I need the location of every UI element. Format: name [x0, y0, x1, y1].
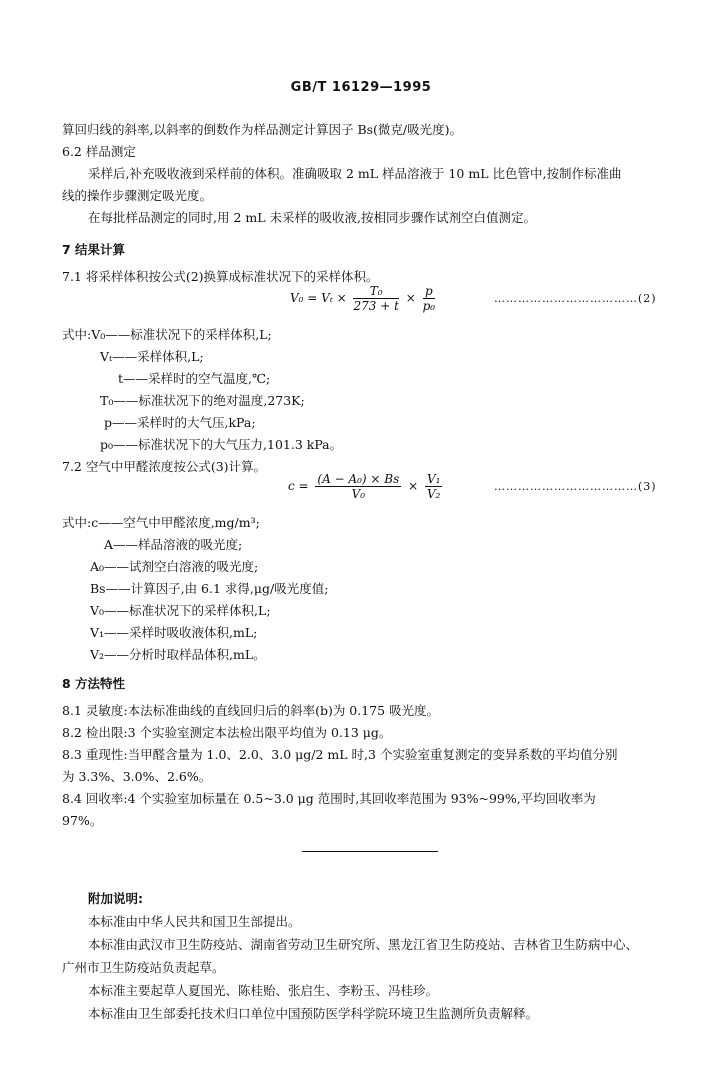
- equation-number-3: ………………………………(3): [494, 480, 657, 493]
- where-line: T₀——标准状况下的绝对温度,273K;: [100, 393, 305, 408]
- eq2-fraction-1: [353, 284, 398, 313]
- where-line: 式中:V₀——标准状况下的采样体积,L;: [62, 327, 272, 342]
- eq3-f1-numerator: (A − A₀) × Bs: [317, 472, 400, 486]
- eq3-fraction-1: [315, 472, 401, 501]
- eq2-lhs: V₀ = Vₜ ×: [290, 291, 347, 305]
- clause-8-4: 8.4 回收率:4 个实验室加标量在 0.5~3.0 μg 范围时,其回收率范围为 93%~99%,平均回收率为: [62, 791, 596, 806]
- where-line: p——采样时的大气压,kPa;: [104, 415, 256, 430]
- eq2-f1-denominator: 273 + t: [353, 299, 399, 313]
- appendix-line: 广州市卫生防疫站负责起草。: [62, 960, 225, 975]
- where-line: V₂——分析时取样品体积,mL。: [90, 647, 266, 662]
- eq3-times: ×: [408, 479, 419, 493]
- eq3-f2-denominator: V₂: [427, 487, 441, 501]
- section-heading-8: 8 方法特性: [62, 676, 126, 691]
- where-line: V₁——采样时吸收液体积,mL;: [90, 625, 258, 640]
- equation-3: [288, 472, 445, 501]
- paragraph: 线的操作步骤测定吸光度。: [62, 188, 213, 203]
- eq3-f2-numerator: V₁: [427, 472, 441, 486]
- where-line: Vₜ——采样体积,L;: [100, 349, 204, 364]
- clause-8-1: 8.1 灵敏度:本法标准曲线的直线回归后的斜率(b)为 0.175 吸光度。: [62, 703, 440, 718]
- clause-8-3-cont: 为 3.3%、3.0%、2.6%。: [62, 769, 212, 784]
- eq2-f2-denominator: p₀: [422, 299, 436, 313]
- where-line: A₀——试剂空白溶液的吸光度;: [90, 559, 259, 574]
- eq2-f1-numerator: T₀: [353, 284, 398, 299]
- paragraph: 采样后,补充吸收液到采样前的体积。准确吸取 2 mL 样品溶液于 10 mL 比色管中,按制作标准曲: [88, 166, 622, 181]
- where-line: V₀——标准状况下的采样体积,L;: [90, 603, 271, 618]
- appendix-title: 附加说明:: [88, 891, 143, 906]
- appendix-line: 本标准由卫生部委托技术归口单位中国预防医学科学院环境卫生监测所负责解释。: [88, 1006, 539, 1021]
- clause-7-2: 7.2 空气中甲醛浓度按公式(3)计算。: [62, 459, 267, 474]
- page-header: GB/T 16129—1995: [290, 80, 432, 95]
- eq2-fraction-2: [423, 284, 436, 313]
- where-line: t——采样时的空气温度,℃;: [118, 371, 271, 386]
- eq2-f2-numerator: p: [423, 284, 436, 299]
- where-line: Bs——计算因子,由 6.1 求得,μg/吸光度值;: [90, 581, 329, 596]
- where-line: A——样品溶液的吸光度;: [104, 537, 243, 552]
- clause-8-2: 8.2 检出限:3 个实验室测定本法检出限平均值为 0.13 μg。: [62, 725, 392, 740]
- equation-number-2: ………………………………(2): [494, 292, 657, 305]
- clause-8-4-cont: 97%。: [62, 813, 103, 828]
- clause-8-3: 8.3 重现性:当甲醛含量为 1.0、2.0、3.0 μg/2 mL 时,3 个实验室重复测定的变异系数的平均值分别: [62, 747, 618, 762]
- end-rule: [302, 851, 438, 852]
- eq3-lhs: c =: [288, 479, 309, 493]
- appendix-line: 本标准由中华人民共和国卫生部提出。: [88, 914, 301, 929]
- section-heading-7: 7 结果计算: [62, 242, 126, 257]
- where-line: p₀——标准状况下的大气压力,101.3 kPa。: [100, 437, 343, 452]
- paragraph: 算回归线的斜率,以斜率的倒数作为样品测定计算因子 Bs(微克/吸光度)。: [62, 122, 463, 137]
- eq2-times: ×: [405, 291, 416, 305]
- where-line: 式中:c——空气中甲醛浓度,mg/m³;: [62, 515, 260, 530]
- appendix-line: 本标准主要起草人夏国光、陈桂贻、张启生、李粉玉、冯桂珍。: [88, 983, 439, 998]
- appendix-line: 本标准由武汉市卫生防疫站、湖南省劳动卫生研究所、黑龙江省卫生防疫站、吉林省卫生防病中心、: [88, 937, 639, 952]
- clause-7-1: 7.1 将采样体积按公式(2)换算成标准状况下的采样体积。: [62, 269, 379, 284]
- eq3-fraction-2: [425, 472, 442, 501]
- eq3-f1-denominator: V₀: [351, 487, 366, 501]
- equation-2: [290, 284, 438, 313]
- section-heading-6-2: 6.2 样品测定: [62, 144, 136, 159]
- paragraph: 在每批样品测定的同时,用 2 mL 未采样的吸收液,按相同步骤作试剂空白值测定。: [88, 210, 536, 225]
